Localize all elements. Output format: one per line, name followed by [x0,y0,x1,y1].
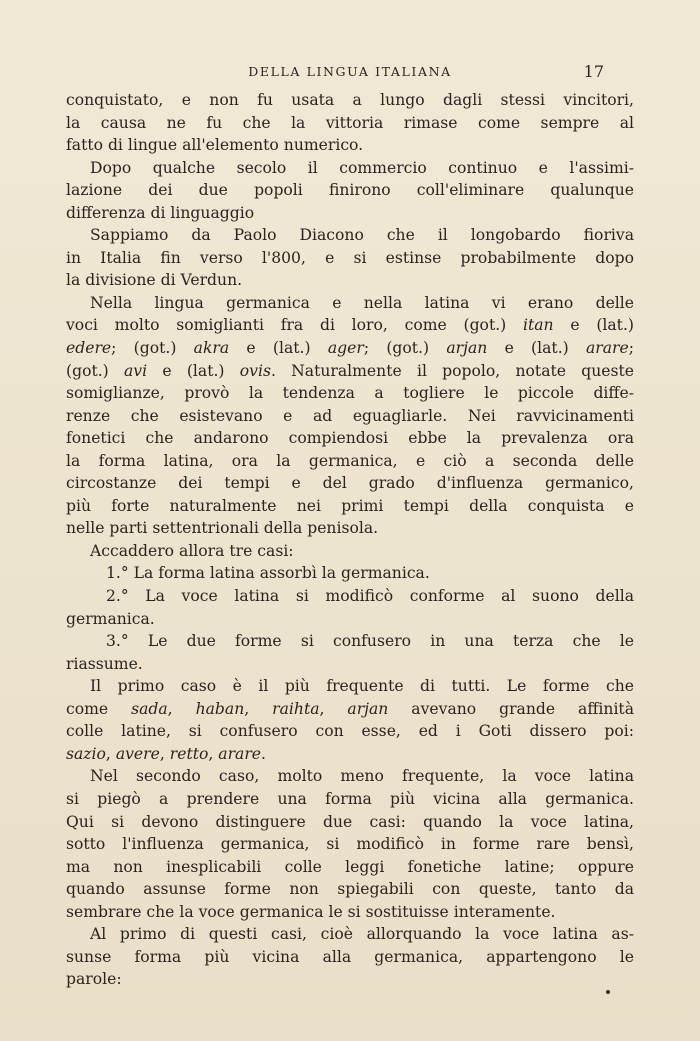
text-line: colle latine, si confusero con esse, ed i Goti dissero poi: [66,722,634,741]
text-line: Accaddero allora tre casi: [90,541,294,560]
text-line: sazio, avere, retto, arare. [66,744,266,763]
ink-speck [606,990,610,994]
text-line: la forma latina, ora la germanica, e ciò a seconda delle [66,451,634,470]
text-line: differenza di linguaggio [66,203,255,222]
text-line: sotto l'influenza germanica, si modificò in forme rare bensì, [66,835,634,854]
text-line: 3.° Le due forme si confusero in una terza che le [106,632,634,651]
text-line: sunse forma più vicina alla germanica, appartengono le [66,947,634,966]
text-line: nelle parti settentrionali della penisola. [66,519,379,538]
text-line: Qui si devono distinguere due casi: quando la voce latina, [66,812,634,831]
text-line: parole: [66,970,122,989]
text-line: 2.° La voce latina si modificò conforme al suono della [106,587,634,606]
text-line: 1.° La forma latina assorbì la germanica. [106,564,430,583]
body-text [66,89,634,991]
text-line: la causa ne fu che la vittoria rimase come sempre al [66,113,634,132]
running-head [66,64,634,84]
text-line: renze che esistevano e ad eguagliarle. Nei ravvicinamenti [66,406,634,425]
text-line: più forte naturalmente nei primi tempi della conquista e [66,496,634,515]
text-line: Nella lingua germanica e nella latina vi erano delle [90,293,634,312]
text-line: come sada, haban, raihta, arjan avevano grande affinità [66,699,634,718]
text-line: in Italia fin verso l'800, e si estinse probabilmente dopo [66,248,634,267]
text-line: conquistato, e non fu usata a lungo dagli stessi vincitori, [66,91,634,109]
text-line: germanica. [66,609,155,628]
text-line: Dopo qualche secolo il commercio continuo e l'assimi- [90,158,634,177]
text-line: fatto di lingue all'elemento numerico. [66,136,364,155]
text-line: la divisione di Verdun. [66,271,243,290]
text-line: Nel secondo caso, molto meno frequente, la voce latina [90,767,634,786]
page-number: 17 [583,62,604,81]
text-line: sembrare che la voce germanica le si sostituisse interamente. [66,902,556,921]
text-line: circostanze dei tempi e del grado d'influenza germanico, [66,474,634,493]
text-line: lazione dei due popoli finirono coll'eliminare qualunque [66,181,634,200]
text-line: somiglianze, provò la tendenza a togliere le piccole diffe- [66,384,634,403]
text-line: Il primo caso è il più frequente di tutti. Le forme che [90,677,634,696]
text-line: si piegò a prendere una forma più vicina alla germanica. [66,789,634,808]
text-line: edere; (got.) akra e (lat.) ager; (got.) arjan e (lat.) arare; [66,339,634,358]
text-line: (got.) avi e (lat.) ovis. Naturalmente il popolo, notate queste [66,361,634,380]
running-title: DELLA LINGUA ITALIANA [248,64,452,79]
text-line: ma non inesplicabili colle leggi fonetiche latine; oppure [66,857,634,876]
text-line: voci molto somiglianti fra di loro, come (got.) itan e (lat.) [66,316,634,335]
text-line: quando assunse forme non spiegabili con queste, tanto da [66,880,634,899]
text-line: fonetici che andarono compiendosi ebbe la prevalenza ora [66,429,634,448]
text-line: Sappiamo da Paolo Diacono che il longobardo fioriva [90,226,634,245]
text-line: Al primo di questi casi, cioè allorquando la voce latina as- [90,925,634,944]
text-line: riassume. [66,654,143,673]
